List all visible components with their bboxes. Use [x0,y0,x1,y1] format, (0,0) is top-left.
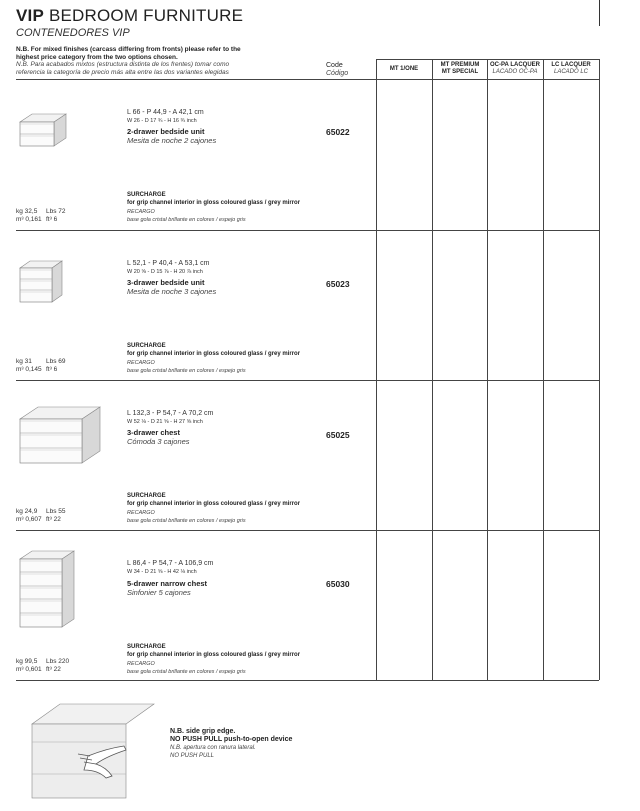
surcharge-desc-es: base gola cristal brillante en colores / espejo gris [127,518,246,524]
product-name-es: Mesita de noche 3 cajones [127,287,217,296]
product-dimensions: L 52,1 - P 40,4 - A 53,1 cm [127,260,210,267]
product-row [0,381,640,531]
surcharge-desc: for grip channel interior in gloss coloured glass / grey mirror [127,652,301,658]
title-text: BEDROOM FURNITURE [48,6,244,25]
mt-special-label: MT SPECIAL [441,69,479,75]
code-label-es: Código [326,70,349,77]
weight-lbs: Lbs 55 [46,508,66,515]
note-en-line2: highest price category from the two options chosen. [16,53,178,61]
corner-rule [599,0,600,26]
mt-one-label: MT 1/ONE [389,66,419,72]
footnote-line2: NO PUSH PULL push-to-open device [170,736,293,743]
product-row [0,531,640,681]
weight-kg: kg 24,9 [16,508,38,515]
surcharge-desc-es: base gola cristal brillante en colores / espejo gris [127,669,246,675]
surcharge-desc: for grip channel interior in gloss coloured glass / grey mirror [127,501,301,507]
page-title [16,6,243,26]
weight-kg: kg 31 [16,358,32,365]
surcharge-title-es: RECARGO [127,510,155,516]
product-dimensions: L 66 - P 44,9 - A 42,1 cm [127,109,204,116]
weight-lbs: Lbs 69 [46,358,66,365]
product-dimensions-imperial: W 52 ⅛ - D 21 ⅝ - H 27 ⅝ inch [127,419,203,425]
product-code: 65023 [326,279,350,289]
product-code: 65022 [326,127,350,137]
note-en-line1: N.B. For mixed finishes (carcass differing from fronts) please refer to the [16,46,241,53]
product-dimensions-imperial: W 20 ⅝ - D 15 ⅞ - H 20 ⅞ inch [127,269,203,275]
code-label: Code [326,62,343,69]
volume-m3: m³ 0,145 [16,366,42,373]
col-header-mt-premium [432,62,488,76]
product-name-es: Mesita de noche 2 cajones [127,136,217,145]
product-name-es: Cómoda 3 cajones [127,437,190,446]
narrow-chest-5-drawer-image [18,549,76,629]
bedside-2-drawer-image [18,112,68,150]
product-dimensions-imperial: W 26 - D 17 ¾ - H 16 ¾ inch [127,118,197,124]
product-name: 5-drawer narrow chest [127,579,208,588]
lc-label: LC LACQUER [551,62,591,68]
note-es-line1: N.B. Para acabados mixtos (estructura distinta de los frentes) tomar como [16,61,230,69]
weight-kg: kg 32,5 [16,208,38,215]
footnote-line1: N.B. side grip edge. [170,728,236,735]
ocpa-label: OC-PA LACQUER [490,62,540,68]
product-code: 65030 [326,579,350,589]
surcharge-title-es: RECARGO [127,360,155,366]
product-code: 65025 [326,430,350,440]
ocpa-label-es: LACADO OC-PA [492,69,538,75]
product-dimensions-imperial: W 34 - D 21 ⅝ - H 42 ⅛ inch [127,569,197,575]
note-es-line2: referencia la categoría de precio más alta entre las dos variantes elegidas [16,68,229,76]
side-grip-hand-illustration [26,700,156,800]
product-dimensions: L 132,3 - P 54,7 - A 70,2 cm [127,410,214,417]
weight-lbs: Lbs 220 [46,658,70,665]
product-row [0,80,640,230]
footnote-line4: NO PUSH PULL [170,753,215,759]
mt-premium-label: MT PREMIUM [440,62,480,68]
product-name-es: Sinfonier 5 cajones [127,588,191,597]
volume-ft3: ft³ 6 [46,366,58,373]
volume-ft3: ft³ 22 [46,666,61,673]
col-header-ocpa [487,62,543,76]
code-column-header [326,62,348,78]
page-subtitle: CONTENEDORES VIP [16,27,130,39]
surcharge-desc: for grip channel interior in gloss coloured glass / grey mirror [127,200,301,206]
surcharge-title: SURCHARGE [127,192,166,198]
volume-m3: m³ 0,161 [16,216,42,223]
surcharge-desc-es: base gola cristal brillante en colores / espejo gris [127,217,246,223]
surcharge-title-es: RECARGO [127,209,155,215]
product-name: 3-drawer bedside unit [127,278,205,287]
surcharge-desc: for grip channel interior in gloss coloured glass / grey mirror [127,351,301,357]
surcharge-title: SURCHARGE [127,493,166,499]
product-name: 3-drawer chest [127,428,180,437]
surcharge-title-es: RECARGO [127,661,155,667]
product-dimensions: L 86,4 - P 54,7 - A 106,9 cm [127,560,214,567]
volume-ft3: ft³ 6 [46,216,58,223]
col-header-lc [543,62,599,76]
weight-lbs: Lbs 72 [46,208,66,215]
chest-3-drawer-image [18,405,102,465]
surcharge-desc-es: base gola cristal brillante en colores / espejo gris [127,368,246,374]
bedside-3-drawer-image [18,259,64,305]
mixed-finish-note [16,46,336,76]
col-header-mt-one [376,66,432,73]
lc-label-es: LACADO LC [553,69,588,75]
surcharge-title: SURCHARGE [127,644,166,650]
volume-m3: m³ 0,607 [16,516,42,523]
volume-m3: m³ 0,601 [16,666,42,673]
volume-ft3: ft³ 22 [46,516,61,523]
surcharge-title: SURCHARGE [127,343,166,349]
product-row [0,231,640,381]
product-name: 2-drawer bedside unit [127,127,205,136]
footnote-line3: N.B. apertura con ranura lateral. [170,745,256,751]
weight-kg: kg 99,5 [16,658,38,665]
title-brand: VIP [16,6,45,25]
